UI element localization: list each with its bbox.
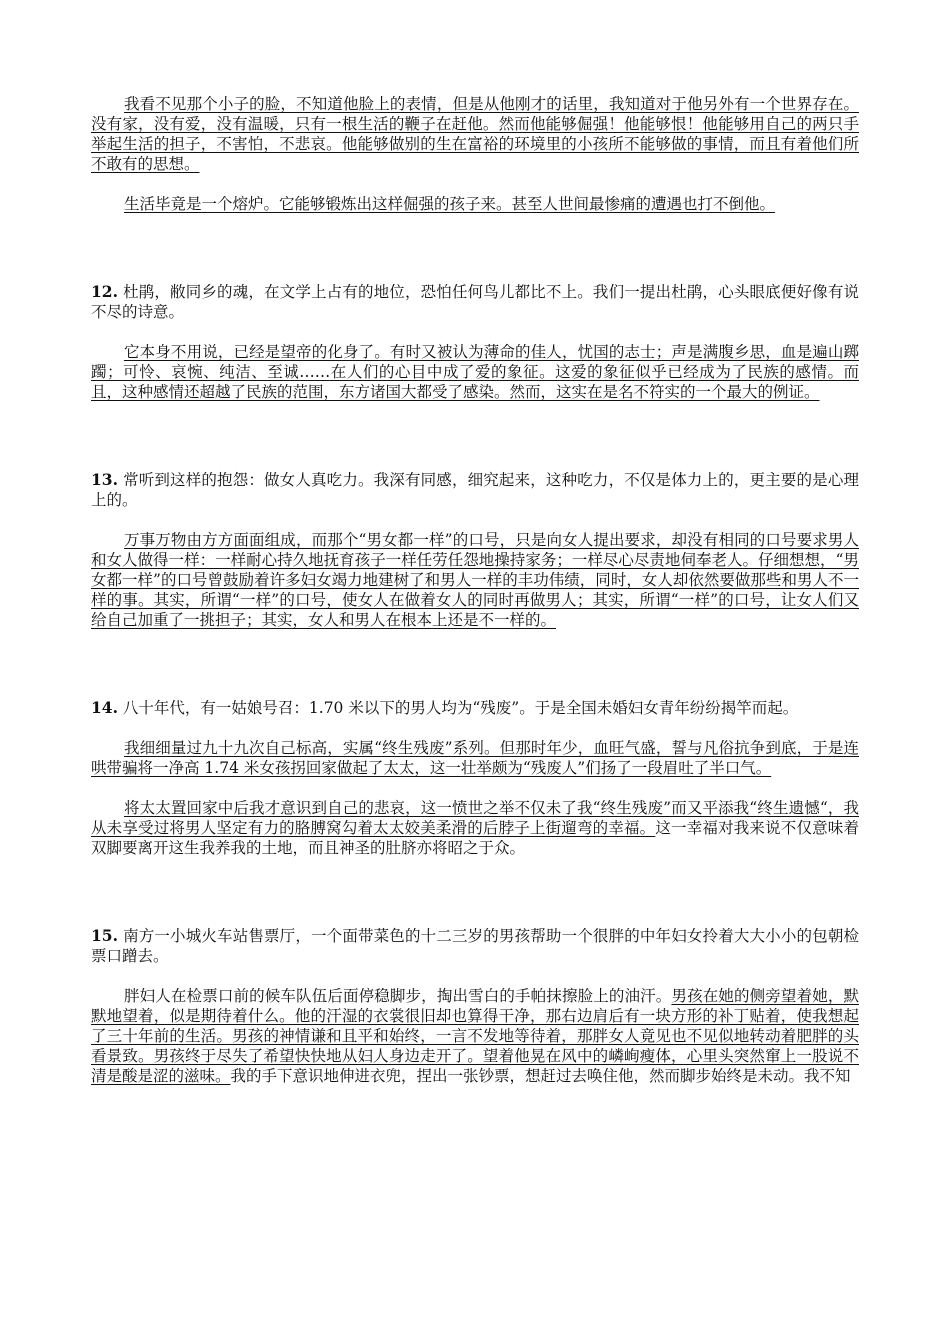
question-lead: [91, 698, 859, 718]
plain-text: 我的手下意识地伸进衣兜，捏出一张钞票，想赶过去唤住他，然而脚步始终是未动。我不知: [230, 1067, 851, 1085]
question-lead: [91, 282, 859, 322]
underlined-text: 男孩在她的侧旁望着她，默默地望着，似是期待着什么。他的汗湿的衣裳很旧却也算得干净，那右边肩后有一块方形的补丁贴着，使我想起了三十年前的生活。男孩的神情谦和且平和始终，一言不发地等待着，那胖女人竟见也不见似地转动着肥胖的头看景致。男孩终于尽失了希望快快地从妇人身边走开了。望着他晃在风中的嶙峋瘦体，心里头突然窜上一股说不清是酸是涩的滋味。: [91, 987, 859, 1085]
question-lead: [91, 926, 859, 966]
passage-12: [91, 282, 859, 402]
body-paragraph: [91, 738, 859, 778]
question-number: 15.: [91, 926, 118, 945]
body-paragraph: [91, 94, 859, 174]
passage-11-continued: [91, 94, 859, 214]
body-paragraph: [91, 194, 859, 214]
underlined-text: 它本身不用说，已经是望帝的化身了。有时又被认为薄命的佳人，忧国的志士；声是满腹乡思，血是遍山踯躅；可怜、哀惋、纯洁、至诚……在人们的心目中成了爱的象征。这爱的象征似乎已经成为了民族的感情。而且，这种感情还超越了民族的范围，东方诸国大都受了感染。然而，这实在是名不符实的一个最大的例证。: [91, 343, 859, 401]
underlined-text: 生活毕竟是一个熔炉。它能够锻炼出这样倔强的孩子来。甚至人世间最惨痛的遭遇也打不倒他。: [124, 195, 776, 213]
body-paragraph: [91, 798, 859, 858]
lead-text: 杜鹃，敝同乡的魂，在文学上占有的地位，恐怕任何鸟儿都比不上。我们一提出杜鹃，心头眼底便好像有说不尽的诗意。: [91, 283, 859, 321]
underlined-text: 我看不见那个小子的脸，不知道他脸上的表情，但是从他刚才的话里，我知道对于他另外有一个世界存在。没有家，没有爱，没有温暖，只有一根生活的鞭子在赶他。然而他能够倔强！他能够恨！他能够用自己的两只手举起生活的担子，不害怕，不悲哀。他能够做别的生在富裕的环境里的小孩所不能够做的事情，而且有着他们所不敢有的思想。: [91, 95, 859, 173]
lead-text: 常听到这样的抱怨：做女人真吃力。我深有同感，细究起来，这种吃力，不仅是体力上的，更主要的是心理上的。: [91, 471, 859, 509]
lead-text: 八十年代，有一姑娘号召：1.70 米以下的男人均为“残废”。于是全国未婚妇女青年纷纷揭竿而起。: [122, 699, 799, 717]
lead-text: 南方一小城火车站售票厅，一个面带菜色的十二三岁的男孩帮助一个很胖的中年妇女拎着大大小小的包朝检票口蹭去。: [91, 927, 859, 965]
passage-14: [91, 698, 859, 858]
plain-text: 这一幸福对我来说不仅意味着双脚要离开这生我养我的土地，而且神圣的肚脐亦将昭之于众。: [91, 819, 859, 857]
question-number: 14.: [91, 698, 118, 717]
body-paragraph: [91, 530, 859, 630]
body-paragraph: [91, 986, 859, 1086]
question-number: 12.: [91, 282, 118, 301]
passage-15: [91, 926, 859, 1086]
question-lead: [91, 470, 859, 510]
passage-13: [91, 470, 859, 630]
question-number: 13.: [91, 470, 118, 489]
underlined-text: 万事万物由方方面面组成，而那个“男女都一样”的口号，只是向女人提出要求，却没有相同的口号要求男人和女人做得一样：一样耐心持久地抚育孩子一样任劳任怨地操持家务；一样尽心尽责地伺奉老人。仔细想想，“男女都一样”的口号曾鼓励着许多妇女竭力地建树了和男人一样的丰功伟绩，同时，女人却依然要做那些和男人不一样的事。其实，所谓“一样”的口号，使女人在做着女人的同时再做男人；其实，所谓“一样”的口号，让女人们又给自己加重了一挑担子；其实，女人和男人在根本上还是不一样的。: [91, 531, 859, 629]
underlined-text: 我细细量过九十九次自己标高，实属“终生残废”系列。但那时年少，血旺气盛，誓与凡俗抗争到底，于是连哄带骗将一净高 1.74 米女孩拐回家做起了太太，这一壮举颇为“残废人”们扬了一段眉吐了半口气。: [91, 739, 859, 777]
plain-text: 胖妇人在检票口前的候车队伍后面停稳脚步，掏出雪白的手帕抹擦脸上的油汗。: [124, 987, 672, 1005]
underlined-text: 将太太置回家中后我才意识到自己的悲哀，这一愤世之举不仅未了我“终生残废”而又平添我“终生遗憾“，我从未享受过将男人坚定有力的胳膊窝勾着太太姣美柔滑的后脖子上街遛弯的幸福。: [91, 799, 859, 837]
body-paragraph: [91, 342, 859, 402]
